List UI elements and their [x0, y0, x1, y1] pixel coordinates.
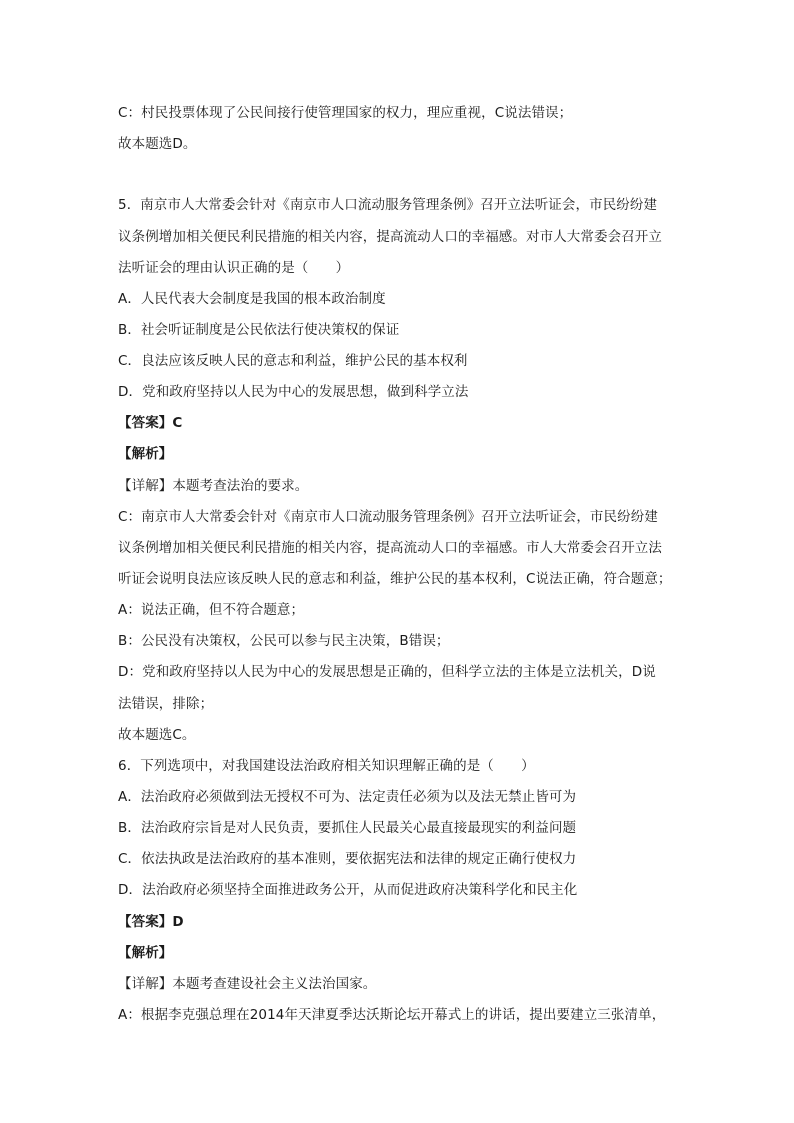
text-line: 法错误，排除；: [118, 696, 214, 712]
analysis-label: 【解析】: [118, 945, 173, 961]
option-b: B．社会听证制度是公民依法行使决策权的保证: [118, 322, 400, 338]
text-line: C：南京市人大常委会针对《南京市人口流动服务管理条例》召开立法听证会，市民纷纷建: [118, 509, 658, 525]
answer-label: 【答案】C: [118, 415, 183, 431]
text-line: D：党和政府坚持以人民为中心的发展思想是正确的，但科学立法的主体是立法机关，D说: [118, 664, 656, 680]
detail-line: 【详解】本题考查法治的要求。: [118, 478, 309, 494]
option-a: A．法治政府必须做到法无授权不可为、法定责任必须为以及法无禁止皆可为: [118, 789, 577, 805]
text-line: 故本题选D。: [118, 136, 197, 152]
answer-label: 【答案】D: [118, 914, 184, 930]
question-6-stem: 6．下列选项中，对我国建设法治政府相关知识理解正确的是（ ）: [118, 758, 535, 774]
question-5-stem: 法听证会的理由认识正确的是（ ）: [118, 260, 350, 276]
text-line: 故本题选C。: [118, 727, 196, 743]
analysis-label: 【解析】: [118, 446, 173, 462]
option-a: A．人民代表大会制度是我国的根本政治制度: [118, 291, 386, 307]
option-c: C．依法执政是法治政府的基本准则，要依据宪法和法律的规定正确行使权力: [118, 851, 577, 867]
text-line: C：村民投票体现了公民间接行使管理国家的权力，理应重视，C说法错误；: [118, 105, 573, 121]
option-d: D．法治政府必须坚持全面推进政务公开，从而促进政府决策科学化和民主化: [118, 882, 578, 898]
detail-line: 【详解】本题考查建设社会主义法治国家。: [118, 976, 377, 992]
text-line: 议条例增加相关便民利民措施的相关内容，提高流动人口的幸福感。市人大常委会召开立法: [118, 540, 662, 556]
option-b: B．法治政府宗旨是对人民负责，要抓住人民最关心最直接最现实的利益问题: [118, 820, 577, 836]
option-d: D．党和政府坚持以人民为中心的发展思想，做到科学立法: [118, 384, 469, 400]
question-5-stem: 5．南京市人大常委会针对《南京市人口流动服务管理条例》召开立法听证会，市民纷纷建: [118, 197, 658, 213]
question-5-stem: 议条例增加相关便民利民措施的相关内容，提高流动人口的幸福感。对市人大常委会召开立: [118, 229, 662, 245]
text-line: B：公民没有决策权，公民可以参与民主决策，B错误；: [118, 633, 450, 649]
option-c: C．良法应该反映人民的意志和利益，维护公民的基本权利: [118, 353, 468, 369]
text-line: 听证会说明良法应该反映人民的意志和利益，维护公民的基本权利，C说法正确，符合题意；: [118, 571, 672, 587]
text-line: A：根据李克强总理在2014年天津夏季达沃斯论坛开幕式上的讲话，提出要建立三张清单，: [118, 1007, 666, 1023]
text-line: A：说法正确，但不符合题意；: [118, 602, 305, 618]
